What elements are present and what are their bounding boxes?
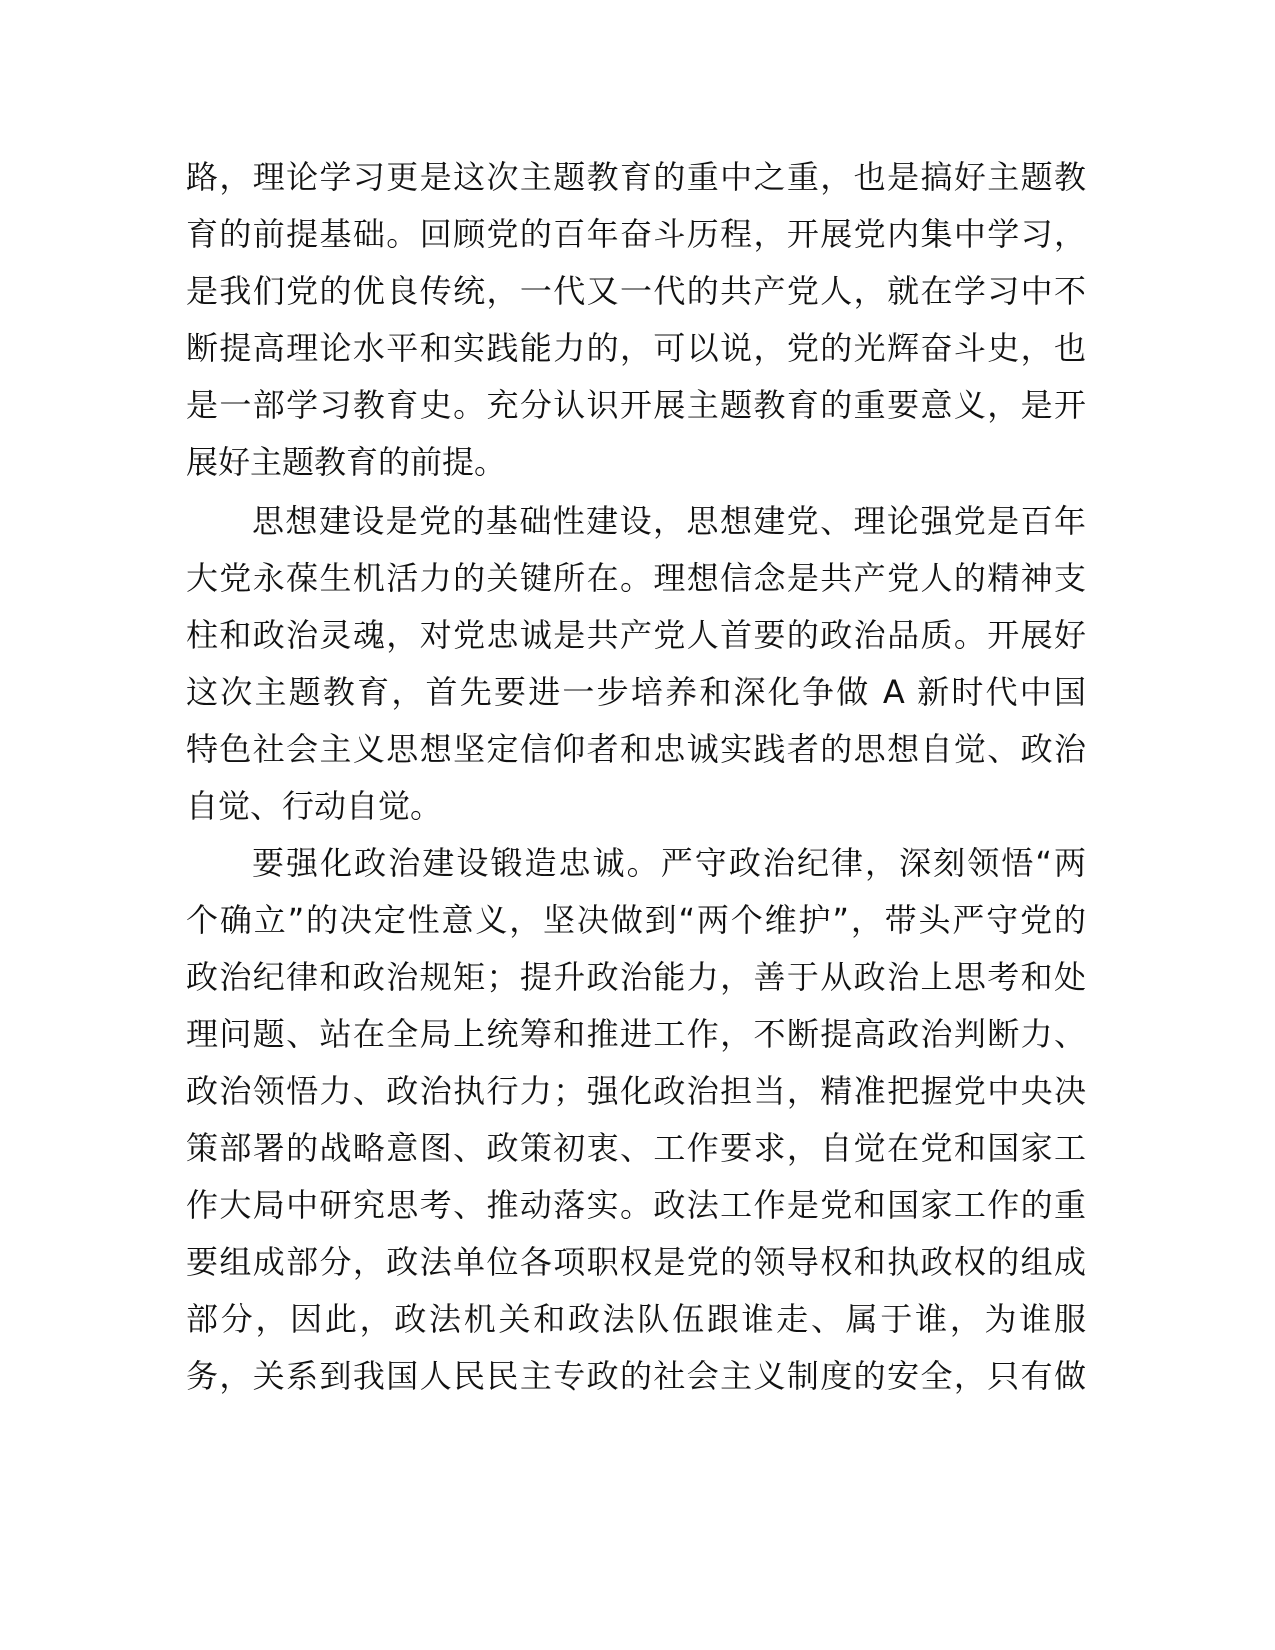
paragraph-2-line-6: 自觉、行动自觉。	[186, 787, 443, 825]
paragraph-3-line-7: 作大局中研究思考、推动落实。政法工作是党和国家工作的重	[186, 1186, 1086, 1224]
paragraph-3-line-8: 要组成部分，政法单位各项职权是党的领导权和执政权的组成	[186, 1243, 1086, 1281]
paragraph-1-line-3: 是我们党的优良传统，一代又一代的共产党人，就在学习中不	[186, 272, 1086, 310]
paragraph-1-line-5: 是一部学习教育史。充分认识开展主题教育的重要意义，是开	[186, 386, 1086, 424]
paragraph-3-line-5: 政治领悟力、政治执行力；强化政治担当，精准把握党中央决	[186, 1072, 1086, 1110]
paragraph-1-line-6: 展好主题教育的前提。	[186, 443, 507, 481]
paragraph-2-line-2: 大党永葆生机活力的关键所在。理想信念是共产党人的精神支	[186, 559, 1086, 597]
paragraph-3-line-2: 个确立”的决定性意义，坚决做到“两个维护”，带头严守党的	[186, 901, 1086, 939]
paragraph-3-line-10: 务，关系到我国人民民主专政的社会主义制度的安全，只有做	[186, 1357, 1086, 1395]
paragraph-2-line-4: 这次主题教育，首先要进一步培养和深化争做 A 新时代中国	[186, 673, 1086, 711]
paragraph-1-line-4: 断提高理论水平和实践能力的，可以说，党的光辉奋斗史，也	[186, 329, 1086, 367]
paragraph-3-line-9: 部分，因此，政法机关和政法队伍跟谁走、属于谁，为谁服	[186, 1300, 1086, 1338]
paragraph-3-line-3: 政治纪律和政治规矩；提升政治能力，善于从政治上思考和处	[186, 958, 1086, 996]
paragraph-3-line-1: 要强化政治建设锻造忠诚。严守政治纪律，深刻领悟“两	[252, 844, 1086, 882]
paragraph-1-line-1: 路，理论学习更是这次主题教育的重中之重，也是搞好主题教	[186, 158, 1086, 196]
paragraph-3-line-6: 策部署的战略意图、政策初衷、工作要求，自觉在党和国家工	[186, 1129, 1086, 1167]
paragraph-2-line-5: 特色社会主义思想坚定信仰者和忠诚实践者的思想自觉、政治	[186, 730, 1086, 768]
paragraph-2-line-1: 思想建设是党的基础性建设，思想建党、理论强党是百年	[252, 502, 1086, 540]
paragraph-1-line-2: 育的前提基础。回顾党的百年奋斗历程，开展党内集中学习，	[186, 215, 1086, 253]
paragraph-3-line-4: 理问题、站在全局上统筹和推进工作，不断提高政治判断力、	[186, 1015, 1086, 1053]
paragraph-2-line-3: 柱和政治灵魂，对党忠诚是共产党人首要的政治品质。开展好	[186, 616, 1086, 654]
